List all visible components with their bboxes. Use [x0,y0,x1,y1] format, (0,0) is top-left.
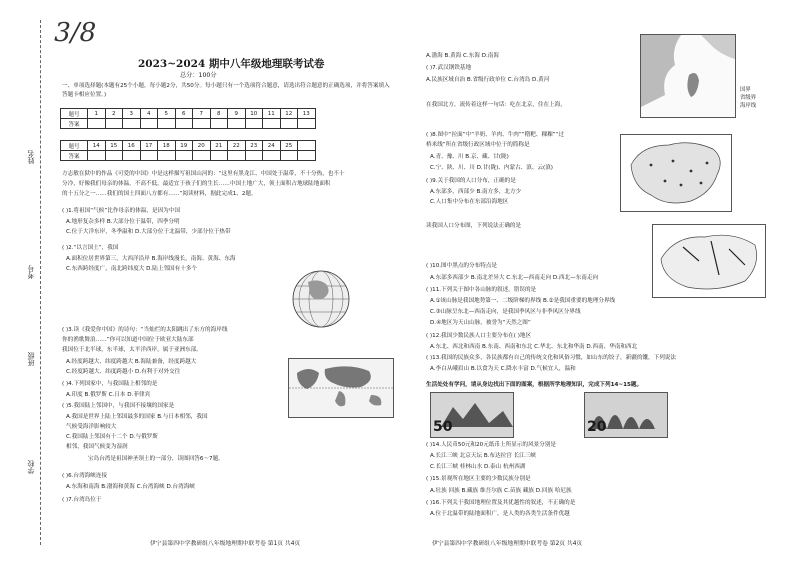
legend-item: 海岸线 [740,103,757,109]
right-line: A.李白从峨眉山 B.以食为天 C.降水丰富 D.气候宜人，温和 [430,366,576,372]
section1-heading-text: 一、单项选择题(本题有25个小题，每小题2分，共50分。每小题只有一个选项符合题意，请选出符合题意的正确选项，并将答案填入答题卡相应位置。) [62,83,390,98]
table1-num: 9 [228,109,246,119]
answer-cell[interactable] [280,151,298,161]
section1-heading [62,82,392,99]
right-line: ( )7.武汉钢铁基地 [426,65,472,71]
table2-num: 21 [210,141,228,151]
table2-num: 19 [175,141,193,151]
right-line: A.东部多西部少 B.南北差异大 C.东北—西南走向 D.西北—东南走向 [430,275,599,281]
answer-cell[interactable] [245,151,263,161]
right-line: C.③山脉呈东北—西南走向，是我国季风区与非季风区分界线 [430,309,581,315]
banknote-value: 50 [433,419,453,435]
right-line: A.东北、西北和西南 B.东南、西南和东北 C.华北、东北和华南 D.西南、华南和西北 [430,344,638,350]
answer-cell[interactable] [88,119,106,129]
left-line: C.经度跨越大、纬度跨越小 D.有利于对外交往 [66,369,181,375]
answer-cell[interactable] [175,151,193,161]
table1-num: 7 [193,109,211,119]
world-map-illustration [288,358,394,418]
table2-num: 16 [123,141,141,151]
left-line: A.我国是世界上陆上邻国最多的国家 B.与日本相邻，我国 [66,414,208,420]
legend-item: 国界 [740,87,751,93]
table1-num: 10 [245,109,263,119]
right-line: 生活处处有学问，请从身边找出下面的图案，根据所学地理知识，完成下列14~15题。 [426,382,643,388]
answer-cell[interactable] [140,119,158,129]
table1-num: 8 [210,109,228,119]
answer-cell[interactable] [88,151,106,161]
left-line: ( )2.“以言国土”，我国 [62,245,119,251]
answer-cell[interactable] [193,151,211,161]
legend-item: 省级界 [740,95,757,101]
left-line: C.东西跨经度广，南北跨纬度大 D.陆上邻国有十多个 [66,266,198,272]
left-line: 的十五分之一……我们的国土四面八方都有……”阅读材料，据此完成1、2题。 [62,191,257,197]
table2-num: 14 [88,141,106,151]
table2-num: 17 [140,141,158,151]
left-line: ( )5.我国陆上邻国中，与我国不接壤的国家是 [62,403,175,409]
right-line: ( )8.图中“拉面”中“羊奶、羊肉、牛肉”“糌粑、稞稞”“过 [426,132,565,138]
answer-cell[interactable] [298,151,316,161]
right-line: ( )9.关于我国的人口分布，正确的是 [426,178,516,184]
terrain-map-shapes [653,225,765,297]
left-line: 分冷，好像我们母亲的体温，不高不低，最适宜于孩子们的生长……中国土地广大，领土面积占地球陆地面积 [62,181,331,187]
right-line: A.壮族 回族 B.藏族 维吾尔族 C.苗族 藏族 D.回族 哈尼族 [430,488,572,494]
right-line: ( )14.人民币50元和20元纸币上所显示的风景分别是 [426,442,556,448]
footer-left: 伊宁县第四中学教研组八年级地理期中联考卷 第1页 共4页 [150,541,301,547]
left-line: A.地形复杂多样 B.大部分位于温带，四季分明 [66,219,180,225]
right-line: ( )16.下列关于我国地理位置及其优越性的叙述，不正确的是 [426,500,576,506]
banknote-20 [584,392,668,438]
page-title: 2023~2024 期中八年级地理联考试卷 [138,58,325,70]
left-line: ( )4.下列国家中，与我国陆上相邻的是 [62,381,158,387]
left-line: ( )1.将祖国“气候”比作母亲的体温，是因为中国 [62,208,180,214]
left-line: ( )3.读《我爱你中国》的诗句：“当灿烂的太阳跳出了东方的海岸线 [62,327,228,333]
left-line: ( )7.台湾岛位于 [62,497,102,503]
table2-num: 25 [280,141,298,151]
footer-right: 伊宁县第四中学教研组八年级地理期中联考卷 第2页 共4页 [432,541,583,547]
answer-cell[interactable] [210,151,228,161]
answer-cell[interactable] [123,151,141,161]
table2-num: 15 [105,141,123,151]
answer-cell[interactable] [140,151,158,161]
right-line: C.长江三峡 桂林山水 D.泰山 杭州西湖 [430,464,526,470]
table2-num: 23 [245,141,263,151]
left-line: C.我国陆上邻国有十二个 D.与俄罗斯 [66,434,158,440]
left-line: 气候受海洋影响较大 [66,424,117,430]
right-line: D.④地区为天山山脉，被誉为“天然之图” [430,320,531,326]
table2-a-label: 答案 [61,151,88,161]
right-line: A.①该山脉是我国地势第一、二级阶梯的界线 B.②是我国重要的地理分界线 [430,298,616,304]
right-line: 在我国北方，流传着这样一句话：吃在北京，住在上海， [426,102,566,108]
table1-num: 1 [88,109,106,119]
school-label: 学校 [27,460,35,474]
right-line: 读我国人口分布图，下列说法正确的是 [426,223,522,229]
table2-num: 22 [228,141,246,151]
table1-a-label: 答案 [61,119,88,129]
left-line: A.面积位居世界第三，大西洋沿岸 B.海岸线漫长，南海、黄海、东海 [66,256,236,262]
right-line: C.人口集中分布在东部沿海地区 [430,199,509,205]
right-line: ( )11.下列关于图中各山脉的叙述，错误的是 [426,287,537,293]
right-line: ( )13.我国的民族众多，各民族都有自己的传统文化和风俗习惯，如山东的饺子，新疆的馕，下列说法 [426,355,676,361]
left-line: 方志敏在狱中的作品《可爱的中国》中是这样描写祖国山河的：“这里有黑龙江、中国处于温带，不十分热，也不十 [62,171,345,177]
right-line: ( )10.图中黑点的分布特点是 [426,263,497,269]
globe-illustration [290,268,352,330]
answer-cell[interactable] [105,151,123,161]
table1-num: 6 [175,109,193,119]
table2-num: 24 [263,141,281,151]
taiwan-map-illustration [640,34,736,118]
right-line: ( )15.景观所在地区主要的少数民族分别是 [426,476,531,482]
left-line: A.印度 B.俄罗斯 C.日本 D.菲律宾 [66,392,151,398]
table1-num: 4 [140,109,158,119]
left-line: 我国位于北半球，东半球，太平洋西岸，属于亚洲东部。 [62,347,202,353]
table2-num: 18 [158,141,176,151]
answer-cell[interactable] [123,119,141,129]
left-line: 宝岛台湾是祖国神圣领土的一部分，读图回答6～7题。 [88,456,224,462]
right-line: A.青、豫、川 B.京、藏、甘(陇) [430,154,509,160]
table1-num: 5 [158,109,176,119]
banknote-value: 20 [587,419,607,435]
table1-q-label: 题号 [61,109,88,119]
answer-cell[interactable] [175,119,193,129]
answer-cell[interactable] [263,151,281,161]
right-line: A.东部多，西部少 B.南方多，北方少 [430,189,522,195]
right-line: ( )12.我国少数民族人口主要分布在( )地区 [426,333,532,339]
left-line: 相邻，我国气候变为湿润 [66,444,128,450]
score-label: 总分：100分 [180,72,217,79]
answer-cell[interactable] [228,119,246,129]
name-label: 姓名 [27,150,35,164]
binding-line [40,20,41,545]
table1-num: 2 [105,109,123,119]
left-line: 你的渔歌舞浪……”你可以知道中国位于欧亚大陆东部 [62,337,194,343]
answer-cell[interactable] [263,119,281,129]
right-line: A.长江三峡 北京天坛 B.布达拉宫 长江三峡 [430,453,536,459]
answer-cell[interactable] [228,151,246,161]
left-line: ( )6.台湾海峡连接 [62,473,108,479]
table1-num: 13 [298,109,316,119]
answer-cell[interactable] [210,119,228,129]
table1-num: 11 [263,109,281,119]
right-line: C.宁、陕、川、川 D.甘(陇)、内蒙古、滇、云(滇) [430,165,553,171]
answer-cell[interactable] [298,119,316,129]
answer-cell[interactable] [245,119,263,129]
table1-num: 12 [280,109,298,119]
taiwan-map-shapes [641,35,735,117]
answer-cell[interactable] [193,119,211,129]
right-line: A.民族区域自治 B.省级行政单位 C.台湾岛 D.黄河 [426,77,550,83]
table2-num [298,141,316,151]
map-legend [740,86,756,110]
banknote-50 [430,392,514,438]
terrain-map-illustration [652,224,766,298]
exam-no-label: 考号 [27,265,35,279]
table1-num: 3 [123,109,141,119]
table2-q-label: 题号 [61,141,88,151]
right-line: A.位于北温带的陆地面积广，是人类的各类生活条件优越 [430,511,570,517]
answer-cell[interactable] [158,151,176,161]
answer-table-1 [60,108,316,129]
answer-cell[interactable] [280,119,298,129]
table2-num: 20 [193,141,211,151]
left-line: A.经度跨越大、纬度跨越大 B.海陆兼备，经度跨越大 [66,359,197,365]
china-map-shapes [621,135,731,211]
answer-cell[interactable] [105,119,123,129]
handwriting-mark: 3/8 [50,18,100,48]
china-map-illustration [620,134,732,212]
answer-table-2 [60,140,316,161]
answer-cell[interactable] [158,119,176,129]
right-line: 桥米线”所在省级行政区域中位于的简称是 [426,142,530,148]
class-label: 班级 [27,352,35,366]
world-map-shapes [289,359,393,417]
left-line: C.位于大洋东岸，冬季温和 D.大部分位于北温带，少部分位于热带 [66,229,231,235]
left-line: A.东海和南海 B.渤海和黄海 C.台湾海峡 D.台湾海峡 [66,484,195,490]
right-line: A.渤海 B.黄海 C.东海 D.南海 [426,53,499,59]
